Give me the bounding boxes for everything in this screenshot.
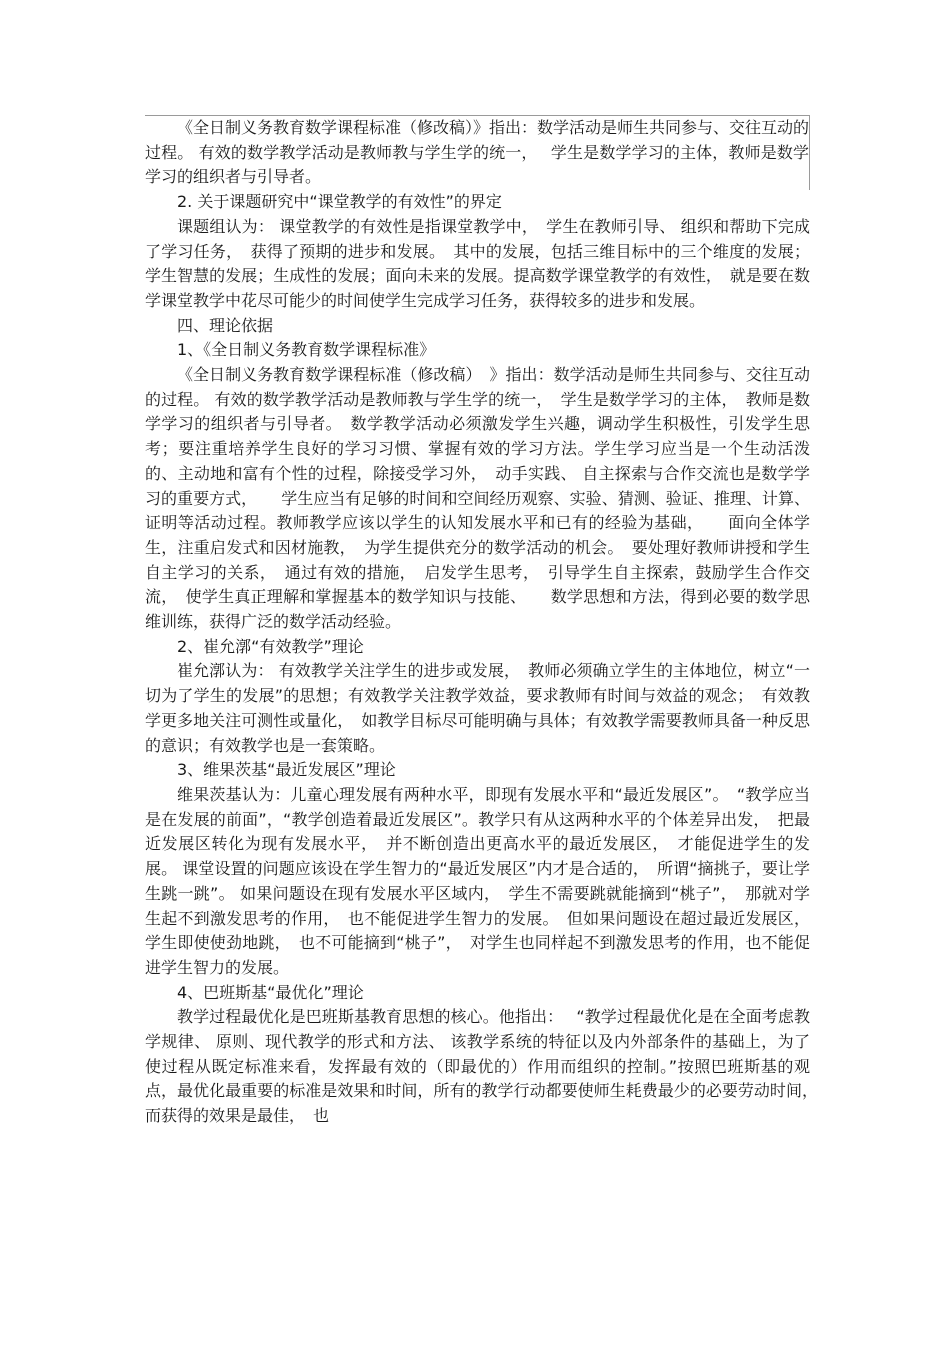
theory-2-heading: 2、崔允漷“有效教学”理论 — [177, 636, 364, 656]
part-4-heading: 四、理论依据 — [177, 315, 274, 335]
theory-4-heading: 4、巴班斯基“最优化”理论 — [177, 982, 364, 1002]
theory-4-paragraph: 教学过程最优化是巴班斯基教育思想的核心。他指出： “教学过程最优化是在全面考虑教学规律、 原则、现代教学的形式和方法、 该教学系统的特征以及内外部条件的基础上，为了使过程从既定标准来看，发挥最有效的（即最优的）作用而组织的控制。”按照巴班斯基的观点，最优化最重要的标准是效果和时间，所有的教学行动都要使师生耗费最少的必要劳动时间， 而获得的效果是最佳， 也 — [145, 1007, 843, 1126]
document-body — [145, 115, 843, 1129]
intro-paragraph: 《全日制义务教育数学课程标准（修改稿）》指出：数学活动是师生共同参与、交往互动的过程。 有效的数学教学活动是教师教与学生学的统一， 学生是数学学习的主体，教师是数学学习的组织者与引导者。 — [145, 118, 810, 187]
theory-3-heading: 3、维果茨基“最近发展区”理论 — [177, 760, 396, 780]
section-2-paragraph: 课题组认为： 课堂教学的有效性是指课堂教学中， 学生在教师引导、 组织和帮助下完成了学习任务， 获得了预期的进步和发展。 其中的发展，包括三维目标中的三个维度的发展；学生智慧的发展；生成性的发展；面向未来的发展。提高数学课堂教学的有效性， 就是要在数学课堂教学中花尽可能少的时间使学生完成学习任务，获得较多的进步和发展。 — [145, 216, 810, 310]
quoted-intro-box — [145, 115, 810, 190]
theory-3-paragraph: 维果茨基认为：儿童心理发展有两种水平，即现有发展水平和“最近发展区”。 “教学应当是在发展的前面”，“教学创造着最近发展区”。教学只有从这两种水平的个体差异出发， 把最近发展区转化为现有发展水平， 并不断创造出更高水平的最近发展区， 才能促进学生的发展。 课堂设置的问题应该设在学生智力的“最近发展区”内才是合适的， 所谓“摘挑子，要让学生跳一跳”。 如果问题设在现有发展水平区域内， 学生不需要跳就能摘到“桃子”， 那就对学生起不到激发思考的作用， 也不能促进学生智力的发展。 但如果问题设在超过最近发展区，学生即使使劲地跳， 也不可能摘到“桃子”， 对学生也同样起不到激发思考的作用，也不能促进学生智力的发展。 — [145, 784, 810, 977]
theory-1-paragraph: 《全日制义务教育数学课程标准（修改稿） 》指出：数学活动是师生共同参与、交往互动的过程。 有效的数学教学活动是教师教与学生学的统一， 学生是数学学习的主体， 教师是数学学习的组织者与引导者。 数学教学活动必须激发学生兴趣，调动学生积极性，引发学生思考；要注重培养学生良好的学习习惯、掌握有效的学习方法。学生学习应当是一个生动活泼的、主动地和富有个性的过程，除接受学习外， 动手实践、 自主探索与合作交流也是数学学习的重要方式， 学生应当有足够的时间和空间经历观察、实验、猜测、验证、推理、计算、证明等活动过程。教师教学应该以学生的认知发展水平和已有的经验为基础， 面向全体学生，注重启发式和因材施教， 为学生提供充分的数学活动的机会。 要处理好教师讲授和学生自主学习的关系， 通过有效的措施， 启发学生思考， 引导学生自主探索，鼓励学生合作交流， 使学生真正理解和掌握基本的数学知识与技能、 数学思想和方法，得到必要的数学思维训练，获得广泛的数学活动经验。 — [145, 365, 810, 632]
section-2-heading: 2. 关于课题研究中“课堂教学的有效性”的界定 — [177, 192, 502, 212]
theory-1-heading: 1、《全日制义务教育数学课程标准》 — [177, 340, 436, 360]
theory-2-paragraph: 崔允漷认为： 有效教学关注学生的进步或发展， 教师必须确立学生的主体地位，树立“一切为了学生的发展”的思想；有效教学关注教学效益，要求教师有时间与效益的观念； 有效教学更多地关注可测性或量化， 如教学目标尽可能明确与具体；有效教学需要教师具备一种反思的意识；有效教学也是一套策略。 — [145, 661, 810, 755]
